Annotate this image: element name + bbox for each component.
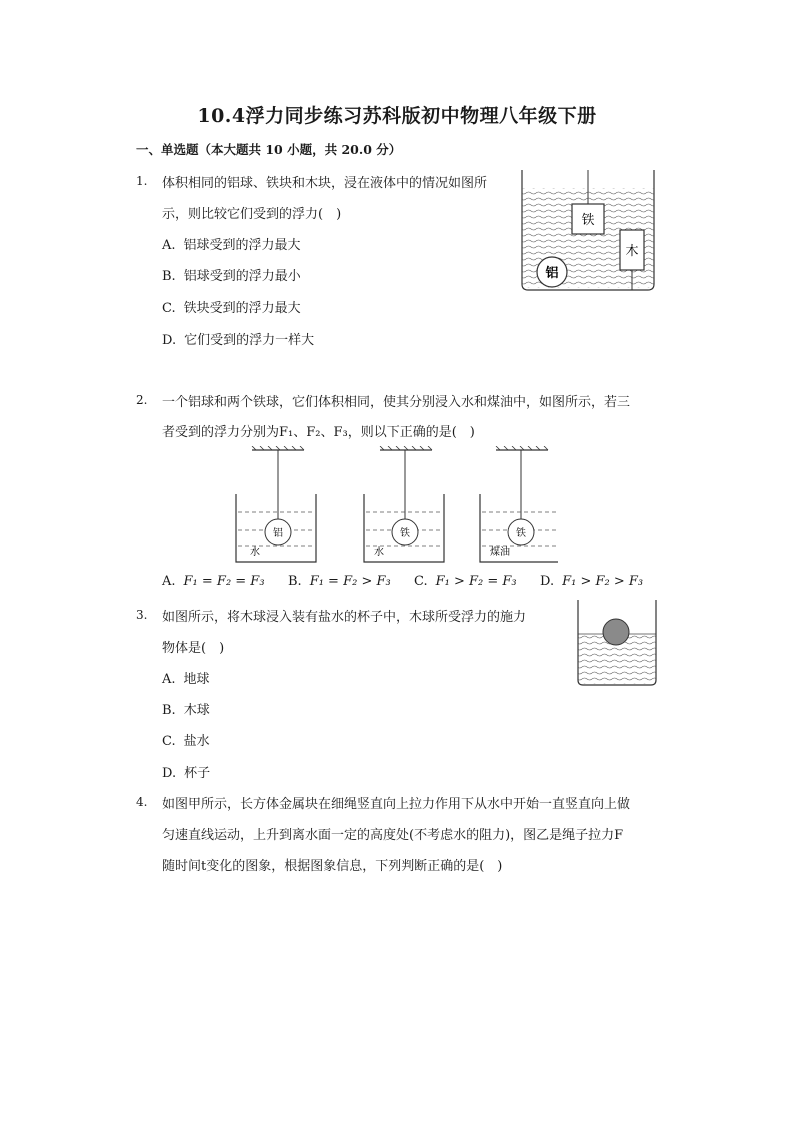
question-text-line: 随时间t变化的图象，根据图象信息，下列判断正确的是( ) xyxy=(162,859,503,874)
option-text: F₁ = F₂ > F₃ xyxy=(309,574,391,589)
option-key: D. xyxy=(540,574,555,589)
ball-label: 铁 xyxy=(516,528,526,539)
page-title: 10.4浮力同步练习苏科版初中物理八年级下册 xyxy=(197,105,597,127)
option-c[interactable] xyxy=(162,297,301,316)
liquid-label: 水 xyxy=(250,547,260,558)
option-key: A. xyxy=(162,238,176,253)
option-b[interactable] xyxy=(288,574,391,589)
question-text-line: 示，则比较它们受到的浮力( ) xyxy=(162,207,342,222)
option-d[interactable] xyxy=(162,329,314,348)
ball-label: 铁 xyxy=(400,528,410,539)
question-text-line: 者受到的浮力分别为F₁、F₂、F₃，则以下正确的是( ) xyxy=(162,425,475,440)
option-text: 盐水 xyxy=(183,734,210,749)
option-key: D. xyxy=(162,333,177,348)
question-text-line: 体积相同的铝球、铁块和木块，浸在液体中的情况如图所 xyxy=(162,176,488,191)
option-text: 地球 xyxy=(183,672,210,687)
option-key: D. xyxy=(162,766,177,781)
option-text: F₁ > F₂ > F₃ xyxy=(562,574,644,589)
figure-q3-cup xyxy=(572,598,662,690)
option-text: 铝球受到的浮力最大 xyxy=(183,238,301,253)
liquid-label: 煤油 xyxy=(490,547,510,558)
question-text-line: 如图所示，将木球浸入装有盐水的杯子中，木球所受浮力的施力 xyxy=(162,610,527,625)
section-heading: 一、单选题（本大题共 10 小题，共 20.0 分） xyxy=(136,142,402,157)
option-key: C. xyxy=(414,574,428,589)
option-text: 木球 xyxy=(183,703,210,718)
figure-q1-container xyxy=(516,166,662,294)
option-key: A. xyxy=(162,574,176,589)
option-text: F₁ > F₂ = F₃ xyxy=(435,574,517,589)
option-b[interactable] xyxy=(162,699,210,718)
option-d[interactable] xyxy=(162,762,210,781)
aluminum-ball-label: 铝 xyxy=(545,266,559,281)
option-key: B. xyxy=(288,574,302,589)
wooden-ball xyxy=(603,619,629,645)
option-key: C. xyxy=(162,734,176,749)
option-text: 铁块受到的浮力最大 xyxy=(183,301,301,316)
liquid-label: 水 xyxy=(374,547,384,558)
wood-block-label: 木 xyxy=(625,244,639,259)
option-key: C. xyxy=(162,301,176,316)
option-a[interactable] xyxy=(162,574,265,589)
question-text-line: 如图甲所示，长方体金属块在细绳竖直向上拉力作用下从水中开始一直竖直向上做 xyxy=(162,797,631,812)
figure-q2 xyxy=(228,446,558,568)
option-d[interactable] xyxy=(540,574,643,589)
option-a[interactable] xyxy=(162,234,301,253)
option-key: B. xyxy=(162,703,176,718)
option-key: A. xyxy=(162,672,176,687)
option-text: 铝球受到的浮力最小 xyxy=(183,269,301,284)
beaker-1 xyxy=(236,446,316,562)
option-c[interactable] xyxy=(414,574,517,589)
ball-label: 铝 xyxy=(273,528,283,539)
question-number: 3. xyxy=(136,608,148,622)
beaker-2 xyxy=(364,446,444,562)
question-text-line: 匀速直线运动，上升到离水面一定的高度处(不考虑水的阻力)，图乙是绳子拉力F xyxy=(162,828,624,843)
option-key: B. xyxy=(162,269,176,284)
question-number: 1. xyxy=(136,174,148,188)
option-b[interactable] xyxy=(162,265,301,284)
question-number: 2. xyxy=(136,393,148,407)
option-text: 杯子 xyxy=(184,766,211,781)
iron-block-label: 铁 xyxy=(581,213,595,228)
iron-block xyxy=(572,204,604,234)
option-c[interactable] xyxy=(162,730,210,749)
question-text-line: 一个铝球和两个铁球，它们体积相同，使其分别浸入水和煤油中，如图所示，若三 xyxy=(162,395,631,410)
question-number: 4. xyxy=(136,795,148,809)
question-text-line: 物体是( ) xyxy=(162,641,225,656)
option-a[interactable] xyxy=(162,668,210,687)
option-text: F₁ = F₂ = F₃ xyxy=(183,574,265,589)
beaker-3 xyxy=(480,446,558,562)
option-text: 它们受到的浮力一样大 xyxy=(184,333,315,348)
aluminum-ball xyxy=(537,257,567,287)
